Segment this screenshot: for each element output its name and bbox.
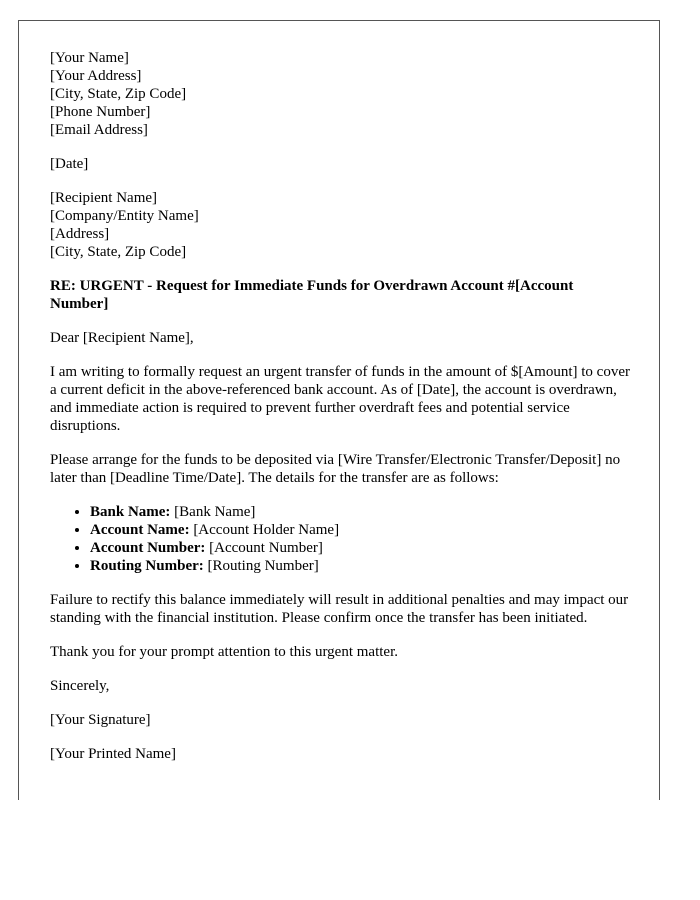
detail-value: [Account Holder Name] <box>189 522 340 538</box>
detail-value: [Account Number] <box>205 540 323 556</box>
sender-phone: [Phone Number] <box>50 104 151 120</box>
transfer-details-list <box>50 503 635 575</box>
recipient-block <box>50 189 635 261</box>
closing: Sincerely, <box>50 678 110 694</box>
paragraph-thanks: Thank you for your prompt attention to this urgent matter. <box>50 644 398 660</box>
list-item-account-name <box>90 521 635 539</box>
sender-city-state-zip: [City, State, Zip Code] <box>50 86 187 102</box>
detail-value: [Routing Number] <box>203 558 319 574</box>
detail-label: Account Name: <box>90 522 190 538</box>
list-item-account-number <box>90 539 635 557</box>
letter-body <box>50 49 635 779</box>
list-item-routing-number <box>90 557 635 575</box>
detail-label: Bank Name: <box>90 504 171 520</box>
recipient-city-state-zip: [City, State, Zip Code] <box>50 244 187 260</box>
paragraph-arrangement: Please arrange for the funds to be deposited via [Wire Transfer/Electronic Transfer/Deposit] no later than [Deadline Time/Date]. The details for the transfer are as follows: <box>50 452 621 486</box>
recipient-name: [Recipient Name] <box>50 190 158 206</box>
sender-address: [Your Address] <box>50 68 142 84</box>
sender-block <box>50 49 635 139</box>
letter-page <box>18 20 660 800</box>
paragraph-request: I am writing to formally request an urgent transfer of funds in the amount of $[Amount] to cover a current deficit in the above-referenced bank account. As of [Date], the account is overdrawn, and immediate action is required to prevent further overdraft fees and potential service disruptions. <box>50 364 630 434</box>
detail-label: Routing Number: <box>90 558 204 574</box>
printed-name: [Your Printed Name] <box>50 746 176 762</box>
salutation: Dear [Recipient Name], <box>50 330 194 346</box>
detail-value: [Bank Name] <box>170 504 256 520</box>
paragraph-consequence: Failure to rectify this balance immediately will result in additional penalties and may impact our standing with the financial institution. Please confirm once the transfer has been initiated. <box>50 592 629 626</box>
sender-email: [Email Address] <box>50 122 148 138</box>
recipient-address: [Address] <box>50 226 110 242</box>
sender-name: [Your Name] <box>50 50 129 66</box>
list-item-bank-name <box>90 503 635 521</box>
subject-line: RE: URGENT - Request for Immediate Funds for Overdrawn Account #[Account Number] <box>50 278 574 312</box>
detail-label: Account Number: <box>90 540 206 556</box>
recipient-company: [Company/Entity Name] <box>50 208 199 224</box>
date-line: [Date] <box>50 156 89 172</box>
signature: [Your Signature] <box>50 712 151 728</box>
